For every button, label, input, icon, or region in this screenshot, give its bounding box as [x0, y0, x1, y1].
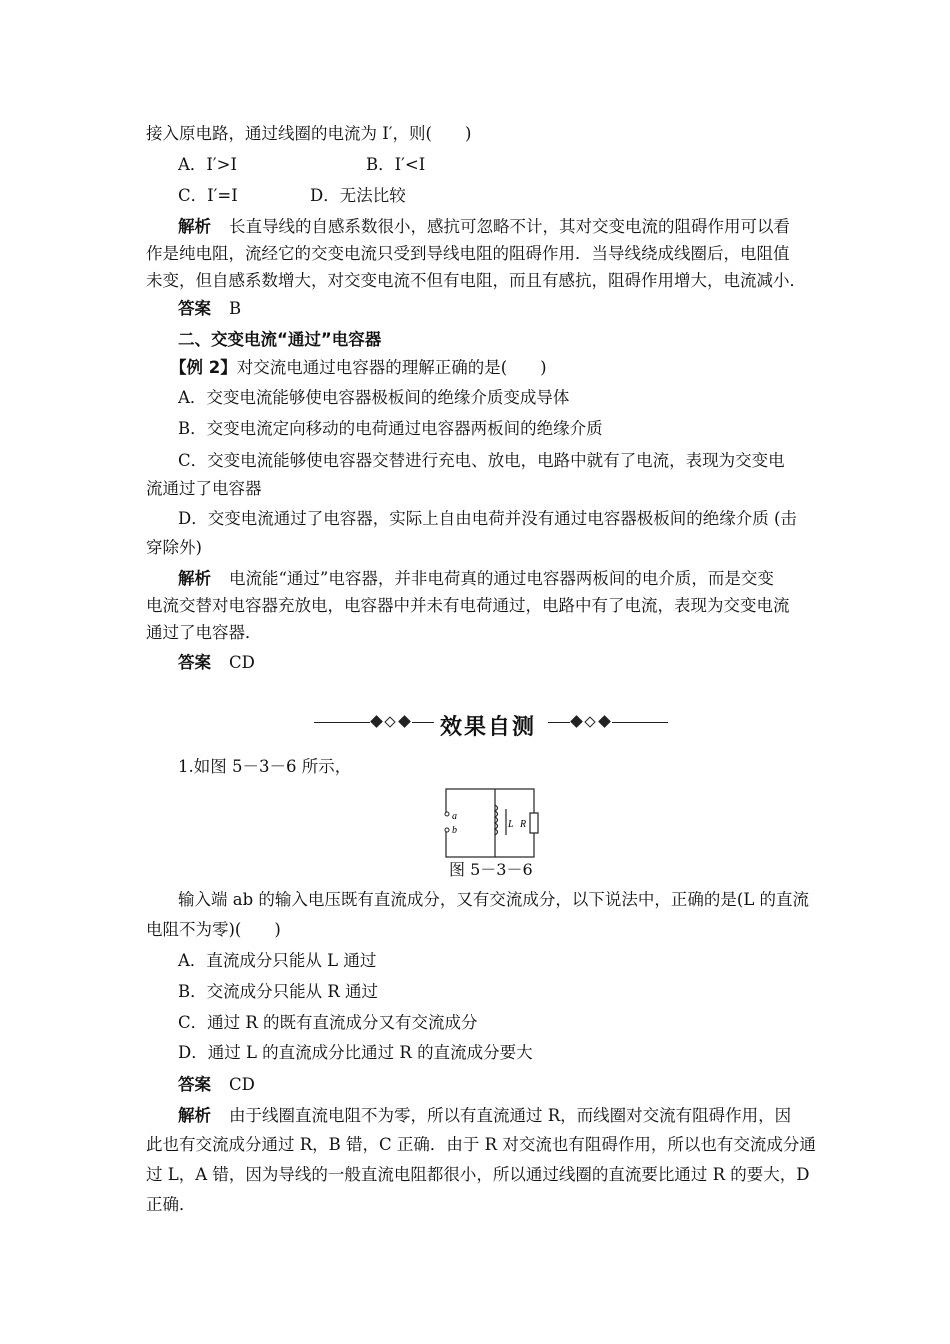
analysis-label: 解析: [178, 217, 211, 236]
question-1: 1.如图 5－3－6 所示，: [178, 757, 352, 776]
option-b: B．交变电流定向移动的电荷通过电容器两板间的绝缘介质: [178, 419, 603, 438]
analysis-line: 通过了电容器．: [146, 623, 262, 642]
option-a: A．交变电流能够使电容器极板间的绝缘介质变成导体: [178, 388, 570, 407]
terminal-a-icon: [445, 812, 449, 816]
resistor-icon: [530, 813, 538, 833]
question-stem-line: 接入原电路，通过线圈的电流为 I′，则( ): [146, 124, 472, 143]
figure-caption: 图 5－3－6: [449, 860, 533, 879]
analysis-line: 过 L，A 错，因为导线的一般直流电阻都很小，所以通过线圈的直流要比通过 R 的要大，D: [146, 1165, 810, 1184]
analysis-label: 解析: [178, 569, 211, 588]
divider: [314, 722, 370, 723]
answer-label: 答案: [178, 299, 211, 318]
option-d: D．通过 L 的直流成分比通过 R 的直流成分要大: [178, 1043, 533, 1062]
answer-label: 答案: [178, 1075, 211, 1094]
answer-label: 答案: [178, 653, 211, 672]
option-d-cont: 穿除外): [146, 538, 202, 557]
answer-line: 答案 CD: [178, 653, 255, 672]
example-label: 【例 2】: [170, 358, 237, 377]
diamond-ornament: [384, 716, 395, 727]
section-heading: 二、交变电流“通过”电容器: [178, 330, 382, 349]
label-r: R: [520, 819, 527, 830]
option-b: B．I′<I: [366, 155, 426, 174]
diamond-ornament: [584, 716, 595, 727]
option-c: C．I′=I: [178, 186, 238, 205]
option-c-cont: 流通过了电容器: [146, 479, 262, 498]
terminal-b-icon: [445, 828, 449, 832]
label-a: a: [452, 811, 457, 822]
analysis-line: 此也有交流成分通过 R，B 错，C 正确．由于 R 对交流也有阻碍作用，所以也有交流成分通: [146, 1135, 816, 1154]
option-d: D．无法比较: [310, 186, 406, 205]
option-a: A．I′>I: [178, 155, 238, 174]
diamond-ornament: [370, 715, 383, 728]
divider: [548, 722, 570, 723]
question-1-stem-cont: 电阻不为零)( ): [146, 920, 281, 939]
diamond-ornament: [398, 715, 411, 728]
section-title: 效果自测: [440, 715, 537, 740]
divider: [612, 722, 668, 723]
option-d: D．交变电流通过了电容器，实际上自由电荷并没有通过电容器极板间的绝缘介质 (击: [178, 509, 797, 528]
analysis-line: 正确．: [146, 1195, 196, 1214]
answer-line: 答案 CD: [178, 1075, 255, 1094]
diamond-ornament: [598, 715, 611, 728]
circuit-diagram: [440, 787, 540, 859]
example-line: 【例 2】对交流电通过电容器的理解正确的是( ): [170, 358, 547, 377]
answer-line: 答案 B: [178, 299, 242, 318]
analysis-label: 解析: [178, 1106, 211, 1125]
analysis-line: 解析 电流能“通过”电容器，并非电荷真的通过电容器两板间的电介质，而是交变: [178, 569, 774, 588]
analysis-line: 解析 长直导线的自感系数很小，感抗可忽略不计，其对交变电流的阻碍作用可以看: [178, 217, 790, 236]
section-title-banner: [0, 708, 950, 738]
option-b: B．交流成分只能从 R 通过: [178, 982, 379, 1001]
analysis-line: 未变，但自感系数增大，对交变电流不但有电阻，而且有感抗，阻碍作用增大，电流减小．: [146, 271, 806, 290]
question-1-stem: 输入端 ab 的输入电压既有直流成分，又有交流成分，以下说法中，正确的是(L 的直流: [178, 890, 810, 909]
analysis-line: 解析 由于线圈直流电阻不为零，所以有直流通过 R，而线圈对交流有阻碍作用，因: [178, 1106, 792, 1125]
label-l: L: [508, 819, 514, 830]
diamond-ornament: [570, 715, 583, 728]
label-b: b: [452, 825, 457, 836]
divider: [412, 722, 434, 723]
option-a: A．直流成分只能从 L 通过: [178, 951, 377, 970]
option-c: C．通过 R 的既有直流成分又有交流成分: [178, 1013, 478, 1032]
analysis-line: 作是纯电阻，流经它的交变电流只受到导线电阻的阻碍作用．当导线绕成线圈后，电阻值: [146, 244, 790, 263]
option-c: C．交变电流能够使电容器交替进行充电、放电，电路中就有了电流，表现为交变电: [178, 451, 785, 470]
analysis-line: 电流交替对电容器充放电，电容器中并未有电荷通过，电路中有了电流，表现为交变电流: [146, 596, 790, 615]
